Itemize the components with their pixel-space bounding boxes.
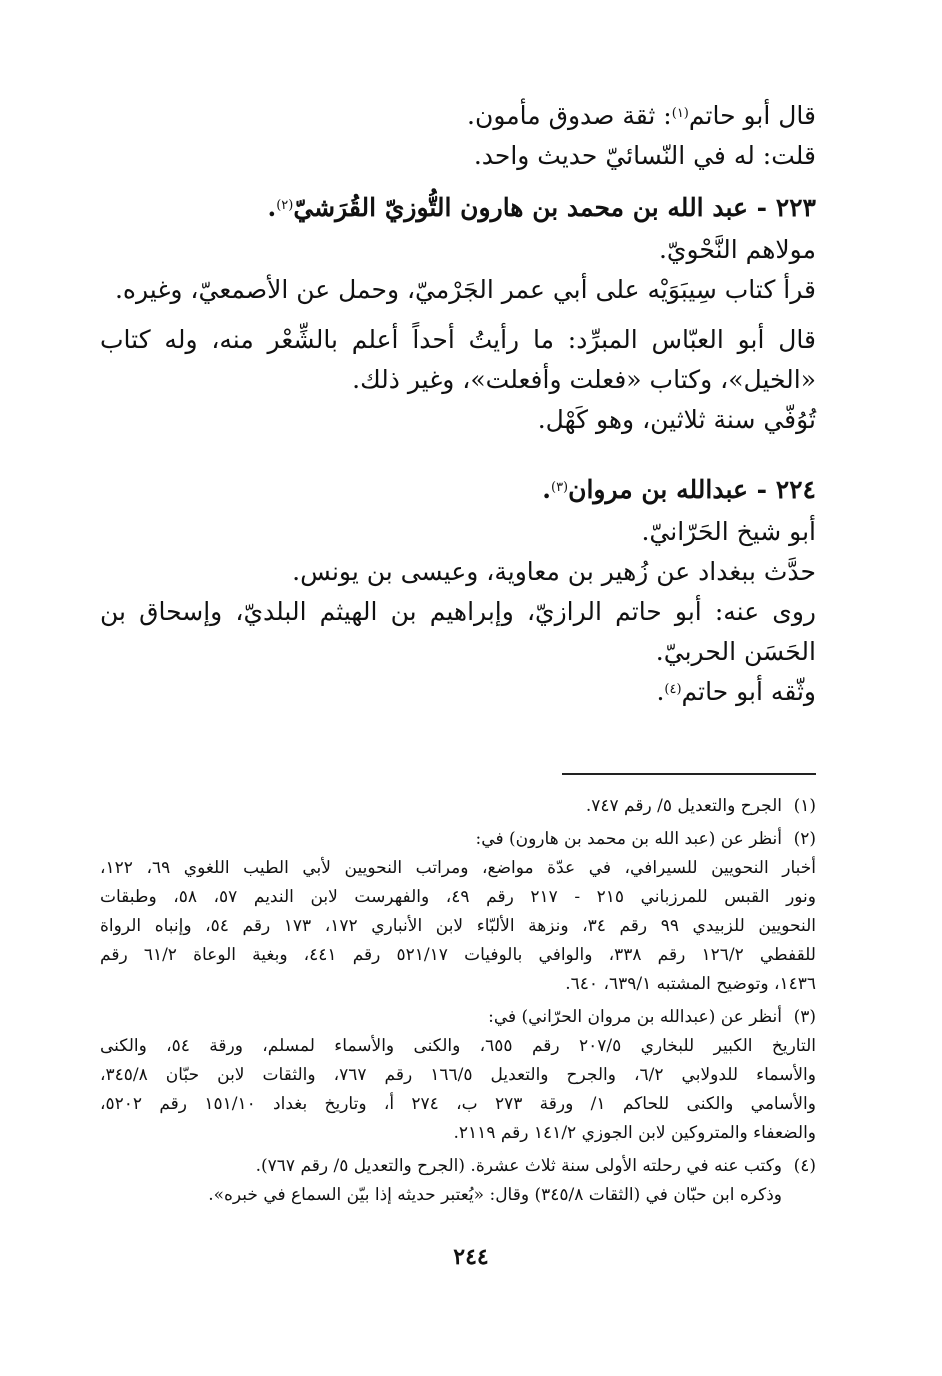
footnote-number: (٤) <box>793 1156 816 1176</box>
footnote-text: التاريخ الكبير للبخاري ٢٠٧/٥ رقم ٦٥٥، والكنى والأسماء لمسلم، ورقة ٥٤، والكنى <box>100 1036 816 1056</box>
footnote-text: ونور القبس للمرزباني ٢١٥ - ٢١٧ رقم ٤٩، والفهرست لابن النديم ٥٧، ٥٨، وطبقات <box>100 887 816 907</box>
footnote-1 <box>100 792 816 821</box>
text-line: الحَسَن الحربيّ. <box>655 637 816 666</box>
footnote-text: للقفطي ١٢٦/٢ رقم ٣٣٨، والوافي بالوفيات ٥٢١/١٧ رقم ٤٤١، وبغية الوعاة ٦١/٢ رقم <box>100 945 816 965</box>
text-span: قال أبو حاتم <box>688 101 816 130</box>
footnote-ref-1[interactable]: (١) <box>671 106 689 121</box>
footnote-text: أنظر عن (عبد الله بن محمد بن هارون) في: <box>475 829 782 849</box>
footnote-text: النحويين للزبيدي ٩٩ رقم ٣٤، ونزهة الألبّاء لابن الأنباري ١٧٢، ١٧٣ رقم ٥٤، وإنباه الرواة <box>100 916 817 936</box>
footnote-text: وكتب عنه في رحلته الأولى سنة ثلاث عشرة. (الجرح والتعديل ٥/ رقم ٧٦٧). <box>255 1156 782 1176</box>
footnote-text: والأسماء للدولابي ٦/٢، والجرح والتعديل ١٦٦/٥ رقم ٧٦٧، والثقات لابن حبّان ٣٤٥/٨، <box>100 1065 816 1085</box>
text-line: مولاهم النَّحْويّ. <box>658 235 816 264</box>
text-line: قرأ كتاب سِيبَوَيْه على أبي عمر الجَرْميّ، وحمل عن الأصمعيّ، وغيره. <box>114 275 816 304</box>
footnote-text: أنظر عن (عبدالله بن مروان الحرّاني) في: <box>488 1007 782 1027</box>
footnote-4 <box>100 1152 816 1210</box>
footnotes <box>100 792 816 1210</box>
entry-heading-223 <box>100 186 816 230</box>
text-span: وثّقه أبو حاتم <box>681 677 816 706</box>
heading-end: . <box>542 475 551 504</box>
text-span: : ثقة صدوق مأمون. <box>467 101 672 130</box>
text-line: أبو شيخ الحَرّانيّ. <box>641 517 816 546</box>
footnote-text: ١٤٣٦، وتوضيح المشتبه ٦٣٩/١، ٦٤٠. <box>565 974 816 994</box>
footnote-text: أخبار النحويين للسيرافي، في عدّة مواضع، ومراتب النحويين لأبي الطيب اللغوي ٦٩، ١٢٢، <box>100 858 816 878</box>
footnote-text: والضعفاء والمتروكين لابن الجوزي ١٤١/٢ رقم ٢١١٩. <box>453 1123 816 1143</box>
footnote-text: الجرح والتعديل ٥/ رقم ٧٤٧. <box>585 796 782 816</box>
text-line: روى عنه: أبو حاتم الرازيّ، وإبراهيم بن الهيثم البلديّ، وإسحاق بن <box>100 597 816 626</box>
page-number: ٢٤٤ <box>453 1244 489 1270</box>
main-text <box>100 96 816 712</box>
heading-end: . <box>267 193 277 222</box>
footnote-3 <box>100 1003 816 1148</box>
entry-heading-224 <box>100 468 816 512</box>
footnote-number: (٣) <box>793 1007 816 1027</box>
text-span: . <box>656 677 665 706</box>
footnote-number: (١) <box>793 796 816 816</box>
text-line: تُوُفّي سنة ثلاثين، وهو كَهْل. <box>537 405 816 434</box>
text-line <box>100 672 816 712</box>
footnote-text: والأسامي والكنى للحاكم ١/ ورقة ٢٧٣ ب، ٢٧٤ أ، وتاريخ بغداد ١٥١/١٠ رقم ٥٢٠٢، <box>100 1094 816 1114</box>
text-line <box>100 96 816 136</box>
footnote-number: (٢) <box>793 829 816 849</box>
heading-text: ٢٢٣ - عبد الله بن محمد بن هارون التُّوزيّ القُرَشيّ <box>293 193 816 222</box>
heading-text: ٢٢٤ - عبدالله بن مروان <box>568 475 816 504</box>
footnote-ref-2[interactable]: (٢) <box>276 198 294 213</box>
text-line: «الخيل»، وكتاب «فعلت وأفعلت»، وغير ذلك. <box>352 365 816 394</box>
footnote-separator <box>562 773 816 775</box>
text-line: قال أبو العبّاس المبرِّد: ما رأيتُ أحداً أعلم بالشِّعْر منه، وله كتاب <box>100 325 816 354</box>
footnote-2 <box>100 825 816 999</box>
footnote-text: وذكره ابن حبّان في (الثقات ٣٤٥/٨) وقال: «يُعتبر حديثه إذا بيّن السماع في خبره». <box>208 1185 782 1205</box>
text-line: حدَّث ببغداد عن زُهير بن معاوية، وعيسى بن يونس. <box>292 557 816 586</box>
footnote-ref-3[interactable]: (٣) <box>550 480 569 495</box>
footnote-ref-4[interactable]: (٤) <box>664 682 682 697</box>
text-line: قلت: له في النّسائيّ حديث واحد. <box>473 141 816 170</box>
